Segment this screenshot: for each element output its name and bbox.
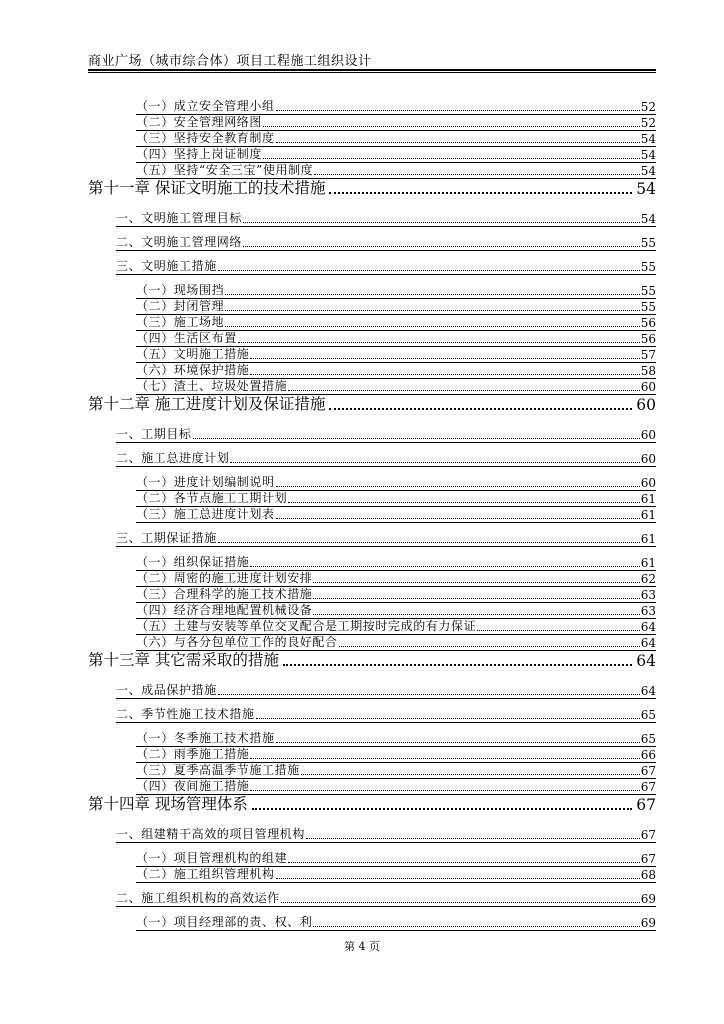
toc-leader-dots <box>288 502 640 503</box>
toc-entry-page: 54 <box>640 164 656 178</box>
toc-entry-page: 54 <box>640 148 656 162</box>
toc-entry-title: （三）坚持安全教育制度 <box>136 131 275 145</box>
toc-entry-page: 60 <box>640 428 656 442</box>
toc-leader-dots <box>193 438 640 439</box>
toc-entry-page: 68 <box>640 868 656 882</box>
toc-entry-title: （一）组织保证措施 <box>136 555 250 569</box>
toc-subsection[interactable] <box>136 506 656 523</box>
toc-entry-title: 一、成品保护措施 <box>116 683 217 697</box>
toc-entry-page: 58 <box>640 364 656 378</box>
toc-section[interactable] <box>116 450 656 467</box>
toc-entry-title: 二、季节性施工技术措施 <box>116 707 255 721</box>
toc-leader-dots <box>263 126 640 127</box>
toc-leader-dots <box>225 294 640 295</box>
toc-entry-title: （二）封闭管理 <box>136 299 225 313</box>
toc-chapter[interactable] <box>88 650 656 670</box>
toc-entry-title: （四）坚持上岗证制度 <box>136 147 263 161</box>
toc-entry-page: 67 <box>640 852 656 866</box>
toc-entry-title: 二、文明施工管理网络 <box>116 235 243 249</box>
toc-entry-page: 61 <box>640 508 656 522</box>
toc-entry-page: 66 <box>640 748 656 762</box>
toc-leader-dots <box>250 566 639 567</box>
toc-entry-title: （三）夏季高温季节施工措施 <box>136 763 300 777</box>
toc-leader-dots <box>288 390 640 391</box>
toc-entry-title: 第十二章 施工进度计划及保证措施 <box>88 395 326 413</box>
toc-entry-title: （五）文明施工措施 <box>136 347 250 361</box>
toc-leader-dots <box>477 630 640 631</box>
toc-entry-page: 52 <box>640 100 656 114</box>
toc-leader-dots <box>225 326 640 327</box>
page-number: 第 4 页 <box>344 940 380 953</box>
toc-entry-page: 61 <box>640 532 656 546</box>
toc-leader-dots <box>329 408 632 410</box>
toc-entry-title: （二）各节点施工工期计划 <box>136 491 288 505</box>
toc-entry-title: 二、施工组织机构的高效运作 <box>116 891 280 905</box>
toc-section[interactable] <box>116 210 656 227</box>
toc-entry-title: （一）项目经理部的责、权、利 <box>136 915 313 929</box>
toc-leader-dots <box>313 582 639 583</box>
toc-entry-page: 54 <box>640 212 656 226</box>
toc-leader-dots <box>276 878 640 879</box>
toc-entry-title: （二）雨季施工措施 <box>136 747 250 761</box>
toc-entry-page: 64 <box>640 620 656 634</box>
toc-section[interactable] <box>116 426 656 443</box>
toc-entry-page: 60 <box>636 396 656 414</box>
toc-entry-page: 60 <box>640 380 656 394</box>
toc-leader-dots <box>313 598 639 599</box>
toc-entry-page: 63 <box>640 588 656 602</box>
toc-entry-title: （二）安全管理网络图 <box>136 115 263 129</box>
toc-entry-title: 三、文明施工措施 <box>116 259 217 273</box>
toc-entry-page: 69 <box>640 892 656 906</box>
toc-leader-dots <box>263 158 640 159</box>
toc-entry-title: （三）施工场地 <box>136 315 225 329</box>
toc-subsection[interactable] <box>136 914 656 931</box>
toc-entry-page: 62 <box>640 572 656 586</box>
toc-entry-page: 60 <box>640 476 656 490</box>
toc-leader-dots <box>243 246 640 247</box>
toc-chapter[interactable] <box>88 394 656 414</box>
toc-entry-title: （六）环境保护措施 <box>136 363 250 377</box>
toc-leader-dots <box>238 342 640 343</box>
toc-leader-dots <box>250 358 639 359</box>
toc-entry-page: 56 <box>640 332 656 346</box>
toc-leader-dots <box>218 270 640 271</box>
toc-entry-title: 一、文明施工管理目标 <box>116 211 243 225</box>
toc-section[interactable] <box>116 826 656 843</box>
toc-entry-page: 61 <box>640 556 656 570</box>
toc-entry-title: （三）合理科学的施工技术措施 <box>136 587 313 601</box>
toc-entry-page: 55 <box>640 260 656 274</box>
toc-leader-dots <box>329 192 632 194</box>
toc-entry-page: 56 <box>640 316 656 330</box>
toc-entry-page: 52 <box>640 116 656 130</box>
toc-entry-title: （五）坚持“安全三宝”使用制度 <box>136 163 314 177</box>
toc-entry-title: 第十一章 保证文明施工的技术措施 <box>88 179 326 197</box>
toc-leader-dots <box>218 694 640 695</box>
toc-entry-page: 69 <box>640 916 656 930</box>
toc-entry-title: （四）生活区布置 <box>136 331 237 345</box>
toc-entry-page: 55 <box>640 284 656 298</box>
toc-leader-dots <box>243 222 640 223</box>
toc-leader-dots <box>314 174 639 175</box>
toc-entry-title: （五）土建与安装等单位交叉配合是工期按时完成的有力保证 <box>136 619 477 633</box>
toc-leader-dots <box>250 374 639 375</box>
toc-leader-dots <box>256 718 640 719</box>
toc-section[interactable] <box>116 706 656 723</box>
toc-entry-title: （一）现场围挡 <box>136 283 225 297</box>
toc-entry-title: （一）成立安全管理小组 <box>136 99 275 113</box>
toc-entry-page: 65 <box>640 732 656 746</box>
toc-section[interactable] <box>116 890 656 907</box>
toc-leader-dots <box>301 774 640 775</box>
toc-entry-title: 一、工期目标 <box>116 427 192 441</box>
toc-entry-page: 63 <box>640 604 656 618</box>
document-header-title: 商业广场（城市综合体）项目工程施工组织设计 <box>88 54 372 69</box>
toc-entry-title: （二）周密的施工进度计划安排 <box>136 571 313 585</box>
toc-leader-dots <box>252 808 632 810</box>
toc-chapter[interactable] <box>88 794 656 814</box>
toc-entry-page: 57 <box>640 348 656 362</box>
toc-entry-page: 64 <box>640 684 656 698</box>
toc-entry-page: 67 <box>640 764 656 778</box>
toc-entry-title: 三、工期保证措施 <box>116 531 217 545</box>
toc-entry-page: 67 <box>640 828 656 842</box>
toc-leader-dots <box>276 110 640 111</box>
toc-entry-title: （一）进度计划编制说明 <box>136 475 275 489</box>
toc-entry-title: （四）经济合理地配置机械设备 <box>136 603 313 617</box>
toc-entry-title: （六）与各分包单位工作的良好配合 <box>136 635 338 649</box>
toc-leader-dots <box>276 742 640 743</box>
toc-leader-dots <box>250 758 639 759</box>
toc-entry-title: （四）夜间施工措施 <box>136 779 250 793</box>
toc-entry-page: 55 <box>640 236 656 250</box>
toc-leader-dots <box>276 142 640 143</box>
toc-entry-page: 65 <box>640 708 656 722</box>
toc-leader-dots <box>281 902 640 903</box>
toc-entry-title: （一）冬季施工技术措施 <box>136 731 275 745</box>
toc-section[interactable] <box>116 234 656 251</box>
toc-leader-dots <box>230 462 639 463</box>
toc-leader-dots <box>339 646 640 647</box>
toc-entry-page: 67 <box>640 780 656 794</box>
toc-entry-page: 55 <box>640 300 656 314</box>
toc-leader-dots <box>250 790 639 791</box>
toc-entry-title: 一、组建精干高效的项目管理机构 <box>116 827 306 841</box>
toc-subsection[interactable] <box>136 866 656 883</box>
toc-leader-dots <box>276 486 640 487</box>
toc-entry-title: （三）施工总进度计划表 <box>136 507 275 521</box>
toc-leader-dots <box>283 664 632 666</box>
toc-entry-page: 60 <box>640 452 656 466</box>
toc-entry-page: 54 <box>636 180 656 198</box>
toc-leader-dots <box>313 926 639 927</box>
toc-entry-title: 第十三章 其它需采取的措施 <box>88 651 279 669</box>
toc-entry-title: （一）项目管理机构的组建 <box>136 851 288 865</box>
toc-entry-page: 64 <box>640 636 656 650</box>
toc-chapter[interactable] <box>88 178 656 198</box>
toc-section[interactable] <box>116 682 656 699</box>
toc-leader-dots <box>306 838 640 839</box>
toc-section[interactable] <box>116 530 656 547</box>
toc-entry-page: 67 <box>636 796 656 814</box>
toc-entry-page: 54 <box>640 132 656 146</box>
toc-section[interactable] <box>116 258 656 275</box>
toc-leader-dots <box>218 542 640 543</box>
toc-entry-page: 61 <box>640 492 656 506</box>
toc-entry-page: 64 <box>636 652 656 670</box>
toc-leader-dots <box>288 862 640 863</box>
toc-entry-title: （二）施工组织管理机构 <box>136 867 275 881</box>
toc-entry-title: （七）渣土、垃圾处置措施 <box>136 379 288 393</box>
toc-leader-dots <box>225 310 640 311</box>
toc-leader-dots <box>313 614 639 615</box>
toc-leader-dots <box>276 518 640 519</box>
toc-entry-title: 第十四章 现场管理体系 <box>88 795 248 813</box>
toc-entry-title: 二、施工总进度计划 <box>116 451 230 465</box>
